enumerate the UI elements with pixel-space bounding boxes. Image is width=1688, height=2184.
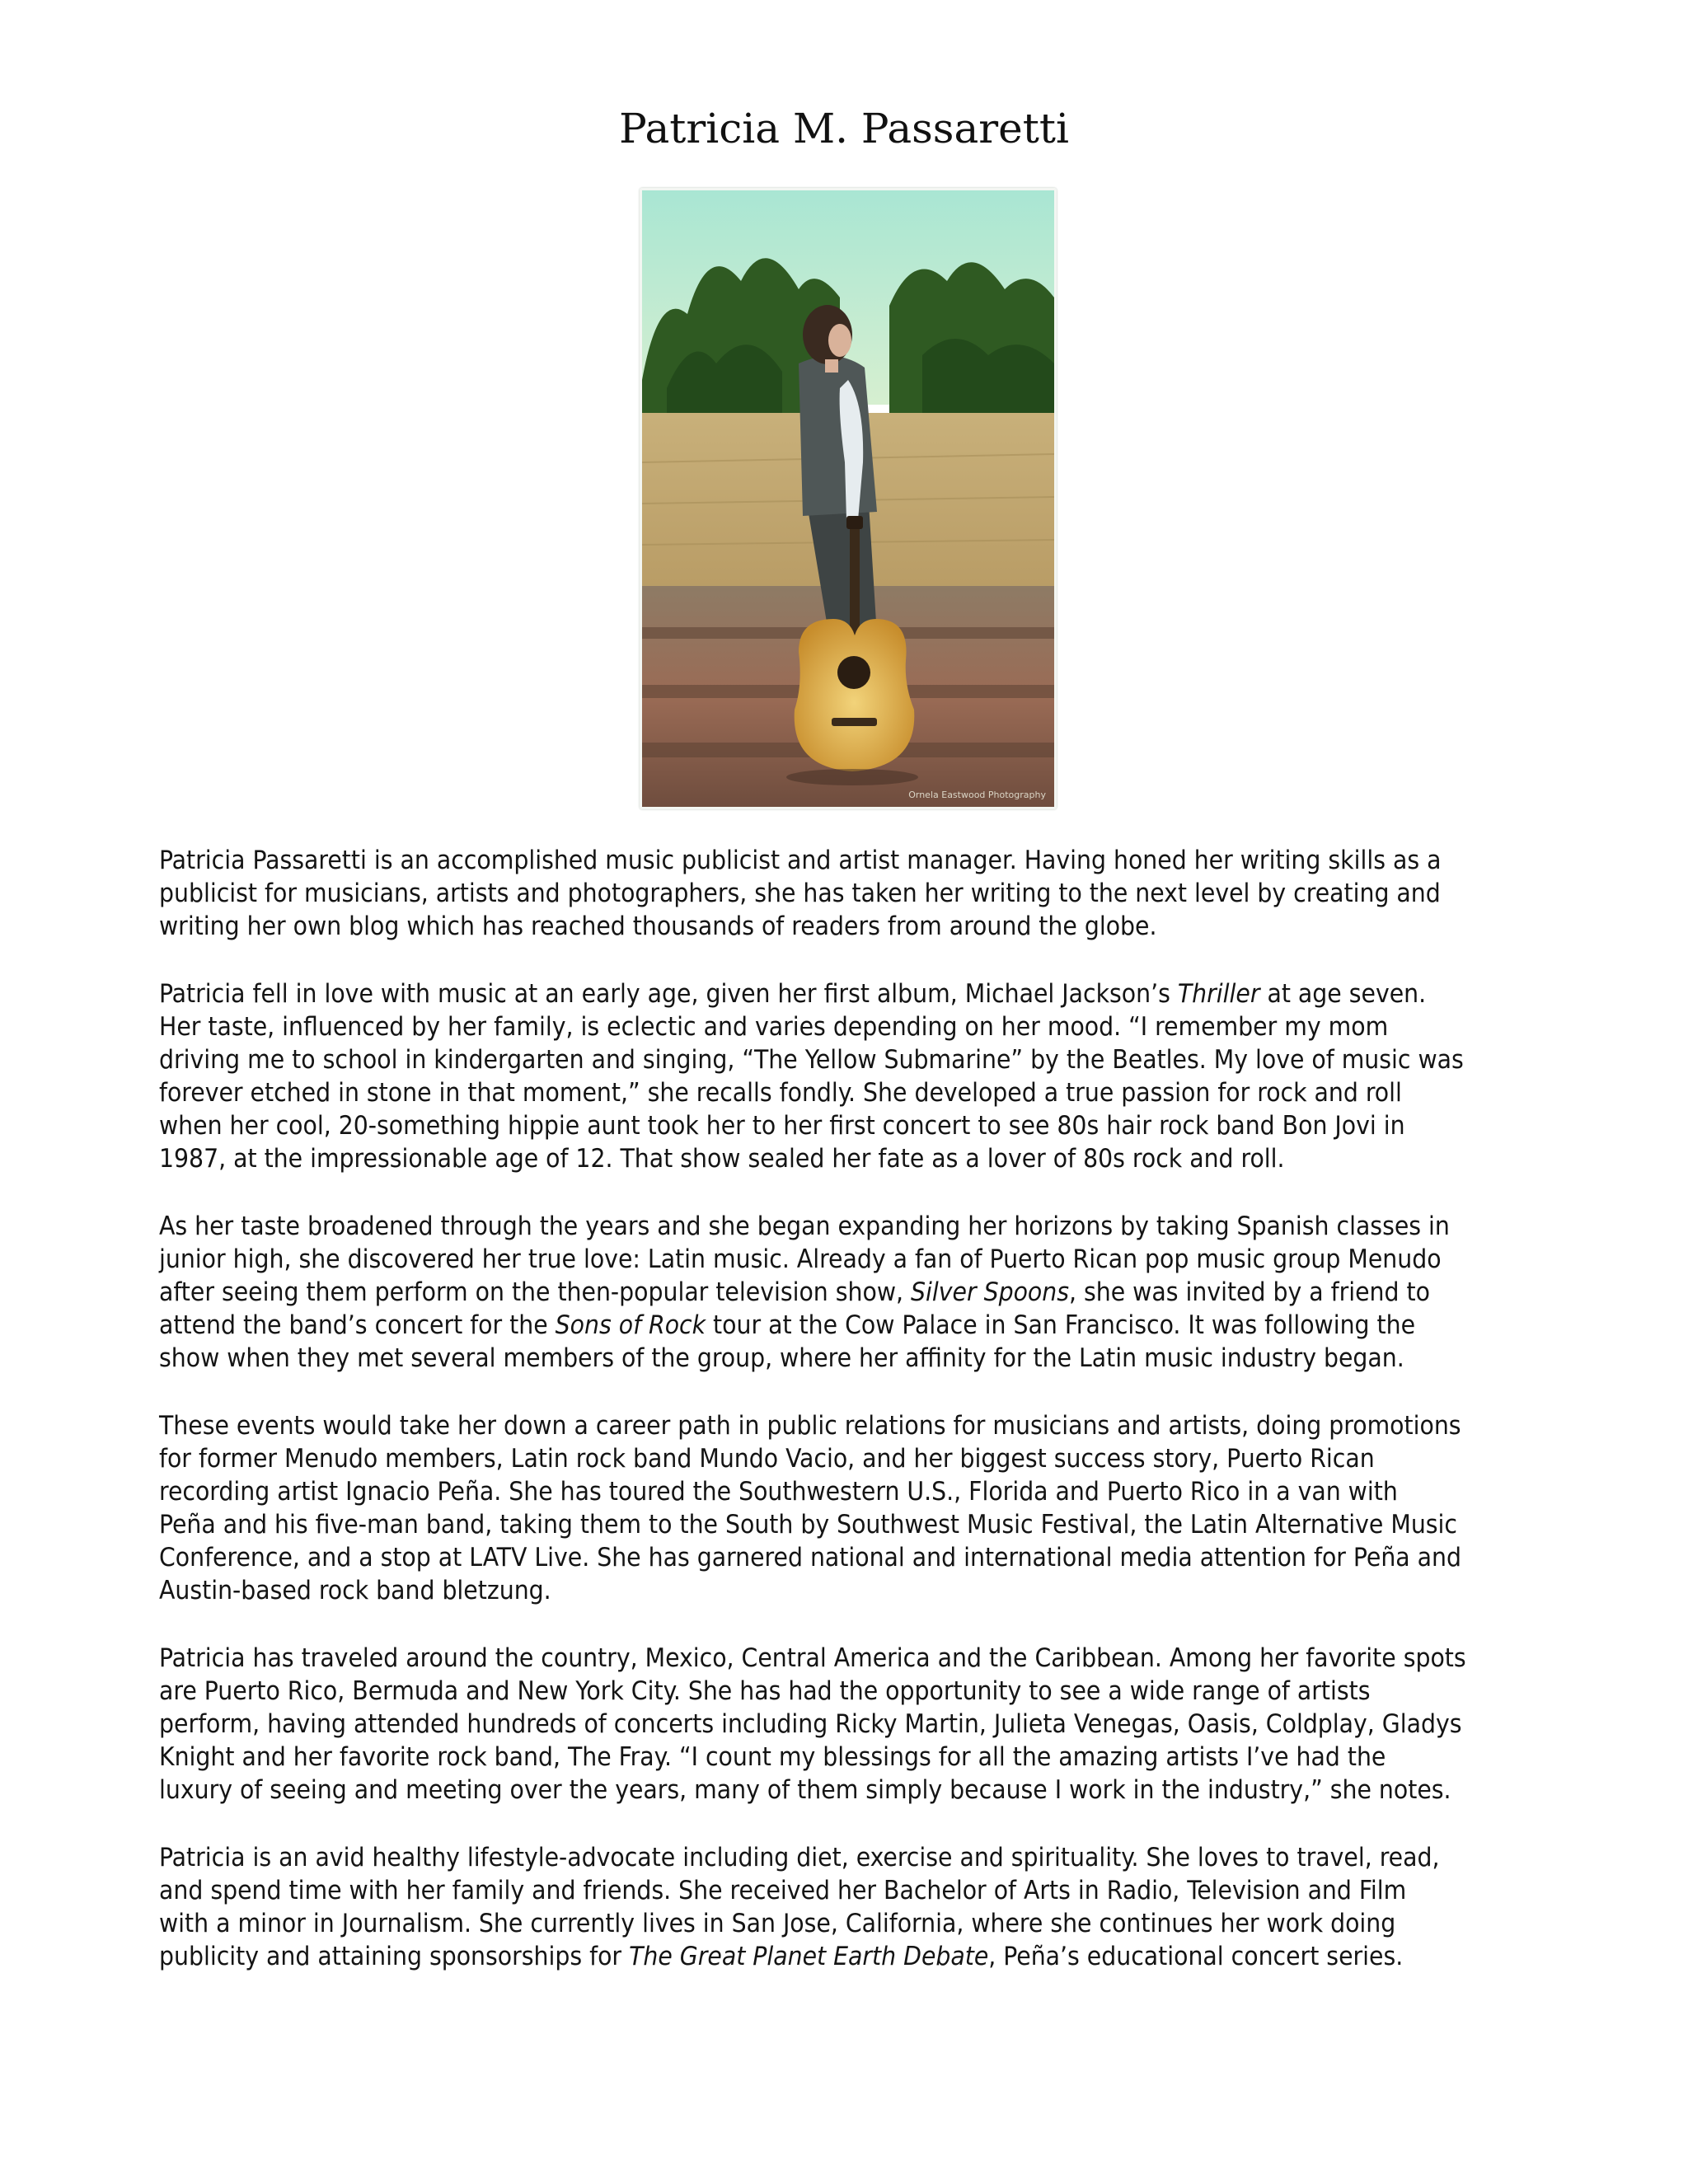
paragraph-6: [159, 1841, 1534, 1973]
paragraph-3-text-c: , she was invited by a friend to attend the band’s concert for the: [159, 1277, 1430, 1340]
paragraph-3-text-e: tour at the Cow Palace in San Francisco. It was following the show when they met several members of the group, where her affinity for the Latin music industry began.: [159, 1310, 1416, 1373]
portrait-photo-illustration: [642, 190, 1054, 807]
paragraph-1-text: Patricia Passaretti is an accomplished music publicist and artist manager. Having honed her writing skills as a publicist for musicians, artists and photographers, she has taken her writing to the next level by creating and writing her own blog which has reached thousands of readers from around the globe.: [159, 846, 1442, 941]
biography-body: [159, 844, 1534, 2008]
paragraph-2: [159, 977, 1534, 1175]
paragraph-6-text-c: , Peña’s educational concert series.: [988, 1942, 1404, 1971]
paragraph-3-text-a: As her taste broadened through the years and she began expanding her horizons by taking Spanish classes in junior high, she discovered her true love: Latin music. Already a fan of Puerto Rican pop music group Menudo after seeing them perform on the then-popular television show,: [159, 1212, 1450, 1307]
paragraph-1: [159, 844, 1534, 943]
paragraph-4: [159, 1409, 1534, 1607]
series-title-great-planet-earth-debate: The Great Planet Earth Debate: [629, 1942, 989, 1971]
paragraph-2-text-c: at age seven. Her taste, influenced by her family, is eclectic and varies depending on her mood. “I remember my mom driving me to school in kindergarten and singing, “The Yellow Submarine” by the Beatles. My love of music was forever etched in stone in that moment,” she recalls fondly. She developed a true passion for rock and roll when her cool, 20-something hippie aunt took her to her first concert to see 80s hair rock band Bon Jovi in 1987, at the impressionable age of 12. That show sealed her fate as a lover of 80s rock and roll.: [159, 979, 1464, 1174]
tour-title-sons-of-rock: Sons of Rock: [555, 1310, 706, 1340]
paragraph-5: [159, 1642, 1534, 1807]
page-title: Patricia M. Passaretti: [619, 105, 1069, 152]
show-title-silver-spoons: Silver Spoons: [911, 1277, 1069, 1307]
photo-credit: Ornela Eastwood Photography: [908, 790, 1046, 800]
paragraph-2-text-a: Patricia fell in love with music at an early age, given her first album, Michael Jackson’s: [159, 979, 1178, 1009]
paragraph-4-text: These events would take her down a career path in public relations for musicians and artists, doing promotions for former Menudo members, Latin rock band Mundo Vacio, and her biggest success story, Puerto Rican recording artist Ignacio Peña. She has toured the Southwestern U.S., Florida and Puerto Rico in a van with Peña and his five-man band, taking them to the South by Southwest Music Festival, the Latin Alternative Music Conference, and a stop at LATV Live. She has garnered national and international media attention for Peña and Austin-based rock band bletzung.: [159, 1411, 1461, 1605]
album-title-thriller: Thriller: [1177, 979, 1260, 1009]
paragraph-5-text: Patricia has traveled around the country, Mexico, Central America and the Caribbean. Among her favorite spots are Puerto Rico, Bermuda and New York City. She has had the opportunity to see a wide range of artists perform, having attended hundreds of concerts including Ricky Martin, Julieta Venegas, Oasis, Coldplay, Gladys Knight and her favorite rock band, The Fray. “I count my blessings for all the amazing artists I’ve had the luxury of seeing and meeting over the years, many of them simply because I work in the industry,” she notes.: [159, 1643, 1466, 1805]
portrait-photo: [640, 188, 1057, 809]
paragraph-3: [159, 1210, 1534, 1375]
paragraph-6-text-a: Patricia is an avid healthy lifestyle-advocate including diet, exercise and spirituality. She loves to travel, read, and spend time with her family and friends. She received her Bachelor of Arts in Radio, Television and Film with a minor in Journalism. She currently lives in San Jose, California, where she continues her work doing publicity and attaining sponsorships for: [159, 1843, 1440, 1971]
